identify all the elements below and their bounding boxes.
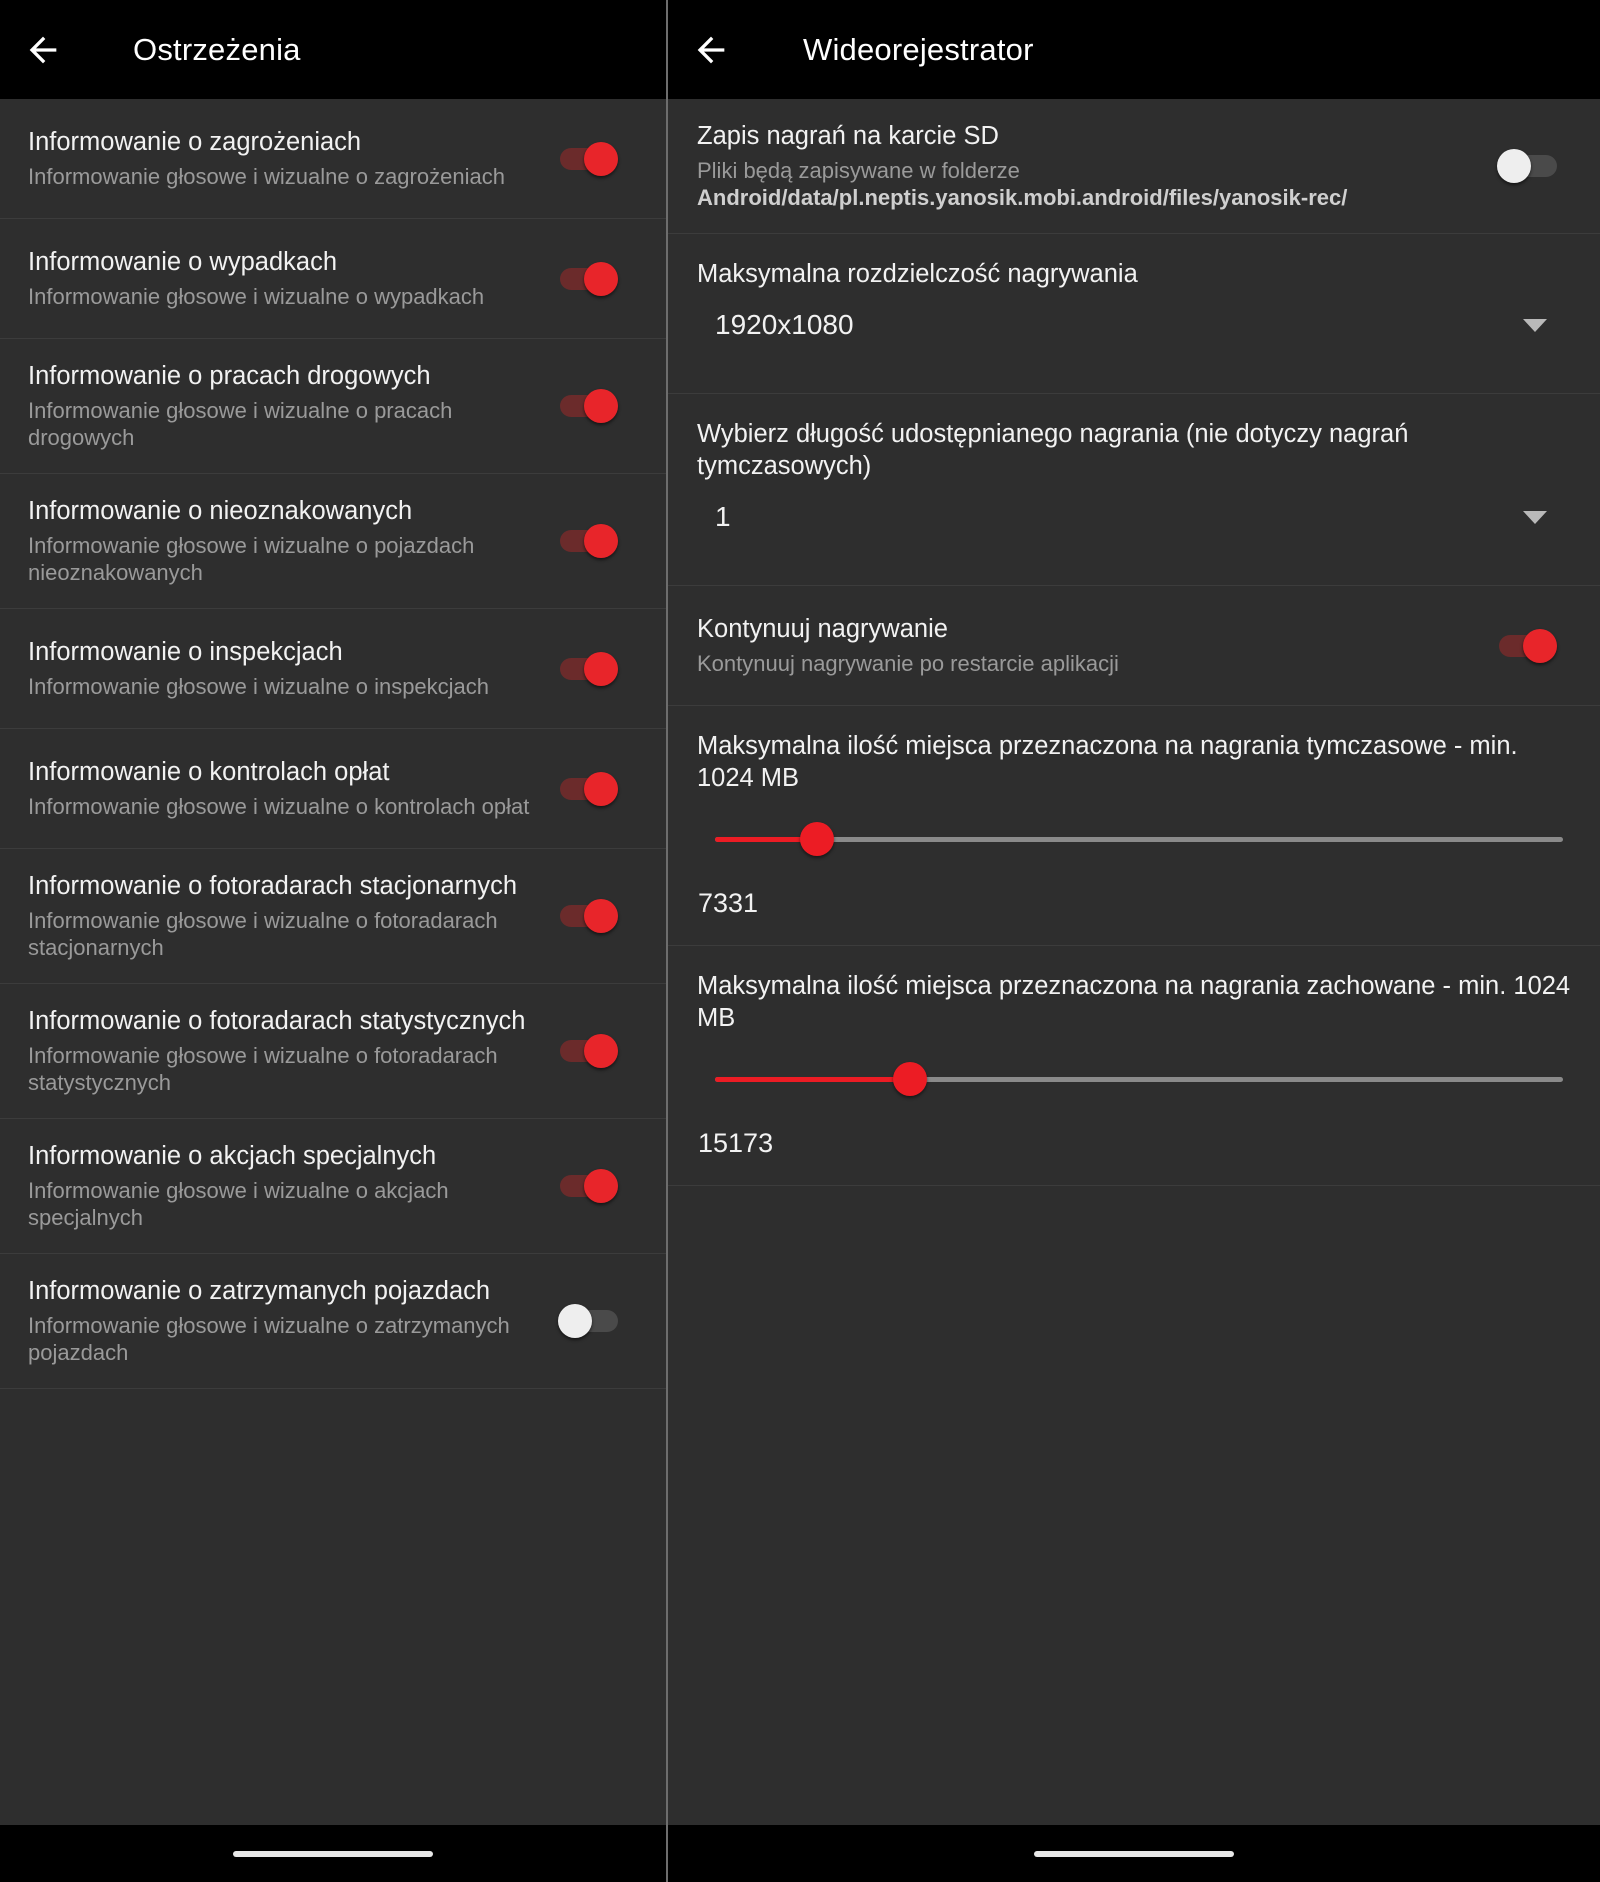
toggle-knob <box>584 899 618 933</box>
left-appbar <box>0 0 666 99</box>
temp-space-label: Maksymalna ilość miejsca przeznaczona na nagrania tymczasowe - min. 1024 MB <box>697 732 1518 792</box>
dashcam-screen <box>668 0 1600 1882</box>
back-arrow-icon <box>23 30 63 70</box>
warning-toggle[interactable] <box>558 1031 620 1071</box>
warning-setting-row[interactable] <box>0 219 666 339</box>
back-button-warnings[interactable] <box>0 0 86 99</box>
warning-subtitle: Informowanie głosowe i wizualne o zatrzymanych pojazdach <box>28 1313 510 1365</box>
toggle-knob <box>584 524 618 558</box>
warning-title: Informowanie o zagrożeniach <box>28 128 362 156</box>
warning-subtitle: Informowanie głosowe i wizualne o wypadkach <box>28 284 485 309</box>
row-text <box>28 1006 548 1096</box>
right-appbar <box>668 0 1600 99</box>
slider-thumb[interactable] <box>800 822 834 856</box>
sd-card-subtitle-path: Android/data/pl.neptis.yanosik.mobi.android/files/yanosik-rec/ <box>697 185 1348 210</box>
warning-toggle[interactable] <box>558 259 620 299</box>
toggle-knob <box>584 652 618 686</box>
warning-subtitle: Informowanie głosowe i wizualne o fotoradarach stacjonarnych <box>28 908 498 960</box>
gesture-pill[interactable] <box>1034 1851 1234 1857</box>
warning-setting-row[interactable] <box>0 984 666 1119</box>
continue-recording-subtitle: Kontynuuj nagrywanie po restarcie aplikacji <box>697 651 1119 676</box>
row-text <box>28 1276 548 1366</box>
share-length-select[interactable] <box>697 501 1571 533</box>
warning-toggle[interactable] <box>558 1301 620 1341</box>
warning-setting-row[interactable] <box>0 1254 666 1389</box>
chevron-down-icon <box>1523 319 1547 332</box>
sd-card-title: Zapis nagrań na karcie SD <box>697 122 999 150</box>
row-text <box>28 637 548 700</box>
warning-title: Informowanie o akcjach specjalnych <box>28 1142 437 1170</box>
row-text <box>28 247 548 310</box>
toggle-knob <box>584 772 618 806</box>
warning-subtitle: Informowanie głosowe i wizualne o fotoradarach statystycznych <box>28 1043 498 1095</box>
saved-space-value: 15173 <box>698 1128 774 1158</box>
warning-setting-row[interactable] <box>0 1119 666 1254</box>
spacer <box>697 341 1571 367</box>
warning-subtitle: Informowanie głosowe i wizualne o zagrożeniach <box>28 164 505 189</box>
warning-setting-row[interactable] <box>0 339 666 474</box>
toggle-knob <box>1497 149 1531 183</box>
row-text <box>697 614 1487 677</box>
row-text <box>28 871 548 961</box>
warning-subtitle: Informowanie głosowe i wizualne o kontrolach opłat <box>28 794 530 819</box>
warning-title: Informowanie o fotoradarach stacjonarnych <box>28 872 518 900</box>
row-text <box>28 757 548 820</box>
toggle-knob <box>584 1034 618 1068</box>
row-text <box>28 127 548 190</box>
dashcam-settings-list <box>668 99 1600 1825</box>
warning-toggle[interactable] <box>558 386 620 426</box>
warning-toggle[interactable] <box>558 769 620 809</box>
saved-space-label: Maksymalna ilość miejsca przeznaczona na nagrania zachowane - min. 1024 MB <box>697 972 1571 1032</box>
warning-subtitle: Informowanie głosowe i wizualne o akcjach specjalnych <box>28 1178 449 1230</box>
temp-space-slider[interactable] <box>715 816 1563 862</box>
setting-resolution <box>668 234 1600 394</box>
warning-title: Informowanie o kontrolach opłat <box>28 758 390 786</box>
setting-saved-space <box>668 946 1600 1186</box>
row-text <box>697 121 1487 211</box>
toggle-knob <box>584 1169 618 1203</box>
warning-setting-row[interactable] <box>0 474 666 609</box>
warning-setting-row[interactable] <box>0 849 666 984</box>
warning-title: Informowanie o pracach drogowych <box>28 362 431 390</box>
continue-recording-title: Kontynuuj nagrywanie <box>697 615 948 643</box>
slider-fill <box>715 1077 910 1082</box>
warning-title: Informowanie o nieoznakowanych <box>28 497 413 525</box>
warning-title: Informowanie o wypadkach <box>28 248 338 276</box>
back-button-dashcam[interactable] <box>668 0 754 99</box>
warning-subtitle: Informowanie głosowe i wizualne o pojazdach nieoznakowanych <box>28 533 475 585</box>
setting-row-sd-card[interactable] <box>668 99 1600 234</box>
warning-toggle[interactable] <box>558 139 620 179</box>
warning-setting-row[interactable] <box>0 729 666 849</box>
setting-row-continue-recording[interactable] <box>668 586 1600 706</box>
warning-setting-row[interactable] <box>0 609 666 729</box>
row-text <box>28 1141 548 1231</box>
share-length-label: Wybierz długość udostępnianego nagrania (nie dotyczy nagrań tymczasowych) <box>697 420 1409 480</box>
setting-share-length <box>668 394 1600 586</box>
warning-title: Informowanie o fotoradarach statystycznych <box>28 1007 526 1035</box>
warning-title: Informowanie o inspekcjach <box>28 638 343 666</box>
gesture-pill[interactable] <box>233 1851 433 1857</box>
sd-card-subtitle-lead: Pliki będą zapisywane w folderze <box>697 158 1020 183</box>
warning-toggle[interactable] <box>558 521 620 561</box>
left-page-title: Ostrzeżenia <box>133 31 301 67</box>
toggle-knob <box>1523 629 1557 663</box>
warning-toggle[interactable] <box>558 1166 620 1206</box>
toggle-knob <box>584 389 618 423</box>
slider-thumb[interactable] <box>893 1062 927 1096</box>
setting-temp-space <box>668 706 1600 946</box>
left-navigation-bar <box>0 1825 666 1882</box>
warning-subtitle: Informowanie głosowe i wizualne o pracach drogowych <box>28 398 453 450</box>
sd-card-subtitle <box>697 157 1487 211</box>
resolution-select[interactable] <box>697 309 1571 341</box>
share-length-value: 1 <box>715 501 731 532</box>
sd-card-toggle[interactable] <box>1497 146 1559 186</box>
toggle-knob <box>558 1304 592 1338</box>
warning-setting-row[interactable] <box>0 99 666 219</box>
warnings-screen <box>0 0 666 1882</box>
saved-space-slider[interactable] <box>715 1056 1563 1102</box>
warnings-list <box>0 99 666 1825</box>
temp-space-value: 7331 <box>698 888 759 918</box>
spacer <box>697 533 1571 559</box>
chevron-down-icon <box>1523 511 1547 524</box>
warning-subtitle: Informowanie głosowe i wizualne o inspekcjach <box>28 674 490 699</box>
right-navigation-bar <box>668 1825 1600 1882</box>
toggle-knob <box>584 142 618 176</box>
warning-toggle[interactable] <box>558 649 620 689</box>
slider-track <box>715 837 1563 842</box>
continue-recording-toggle[interactable] <box>1497 626 1559 666</box>
row-text <box>28 361 548 451</box>
warning-toggle[interactable] <box>558 896 620 936</box>
resolution-value: 1920x1080 <box>715 309 854 340</box>
right-page-title: Wideorejestrator <box>803 31 1034 67</box>
warning-title: Informowanie o zatrzymanych pojazdach <box>28 1277 491 1305</box>
toggle-knob <box>584 262 618 296</box>
resolution-label: Maksymalna rozdzielczość nagrywania <box>697 260 1138 288</box>
back-arrow-icon <box>691 30 731 70</box>
row-text <box>28 496 548 586</box>
